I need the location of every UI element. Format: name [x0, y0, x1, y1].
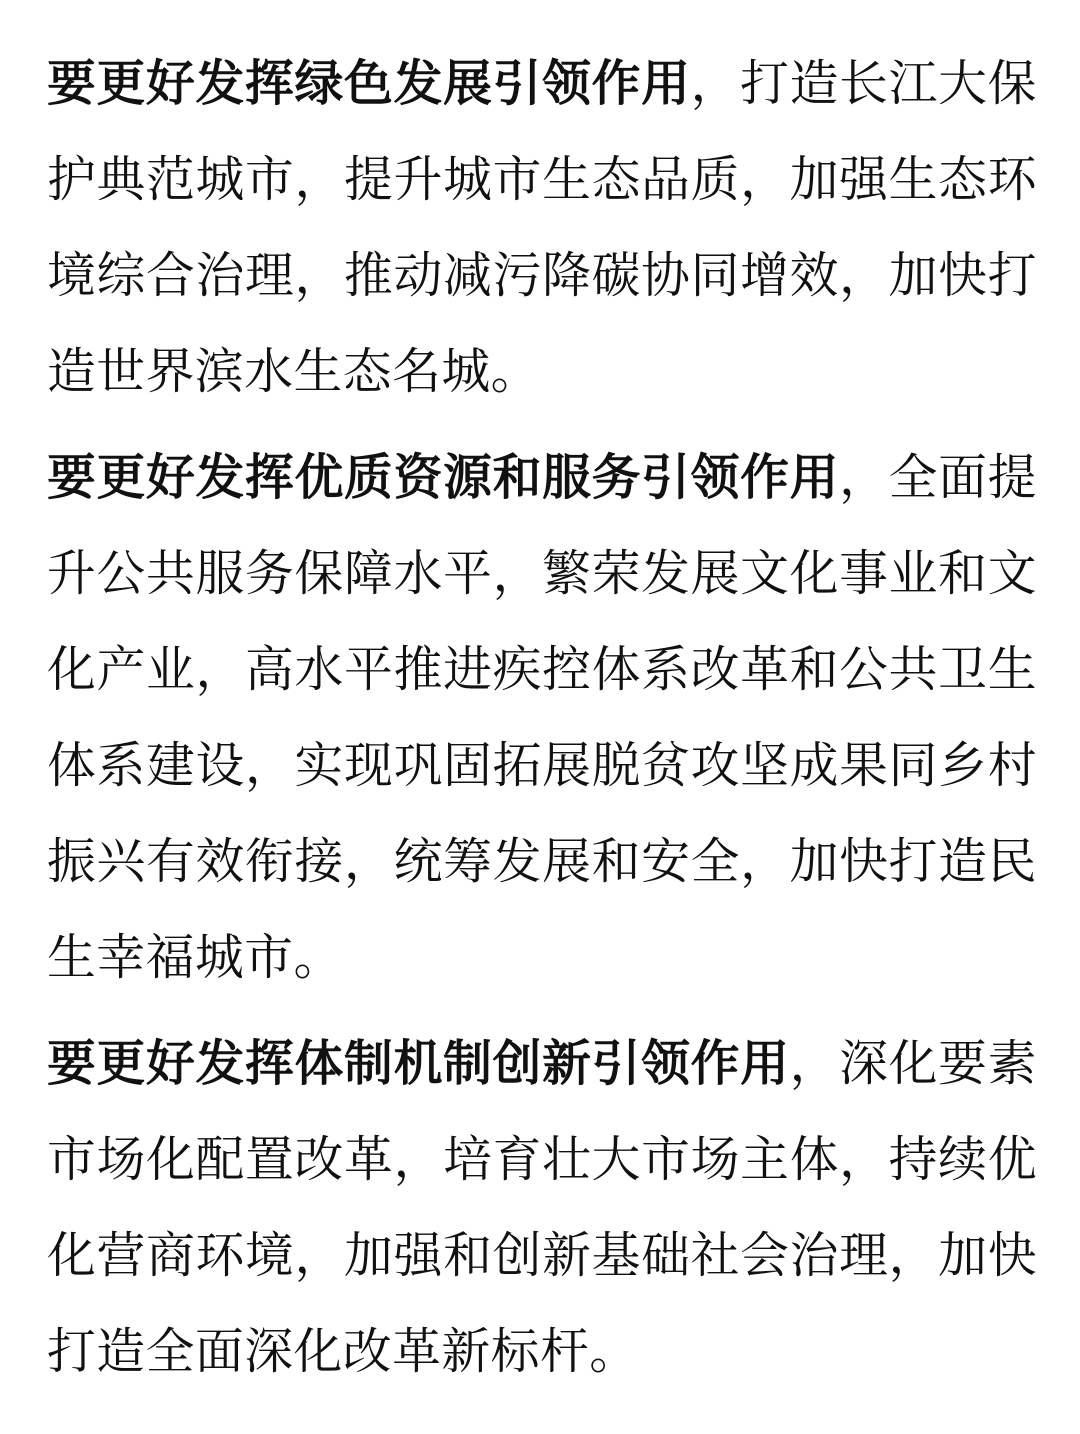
- paragraph-green-development: [47, 36, 1037, 420]
- paragraph-body: ，打造长江大保护典范城市，提升城市生态品质，加强生态环境综合治理，推动减污降碳协同增效，加快打造世界滨水生态名城。: [47, 55, 1037, 400]
- paragraph-lead: 要更好发挥绿色发展引领作用: [47, 55, 691, 112]
- paragraph-quality-resources: [47, 430, 1037, 1006]
- paragraph-lead: 要更好发挥优质资源和服务引领作用: [47, 449, 840, 506]
- paragraph-body: ，深化要素市场化配置改革，培育壮大市场主体，持续优化营商环境，加强和创新基础社会治理，加快打造全面深化改革新标杆。: [47, 1035, 1037, 1380]
- paragraph-body: ，全面提升公共服务保障水平，繁荣发展文化事业和文化产业，高水平推进疾控体系改革和公共卫生体系建设，实现巩固拓展脱贫攻坚成果同乡村振兴有效衔接，统筹发展和安全，加快打造民生幸福城市。: [47, 449, 1037, 986]
- paragraph-institutional-innovation: [47, 1016, 1037, 1400]
- paragraph-lead: 要更好发挥体制机制创新引领作用: [47, 1035, 790, 1092]
- article-body: [47, 36, 1037, 1400]
